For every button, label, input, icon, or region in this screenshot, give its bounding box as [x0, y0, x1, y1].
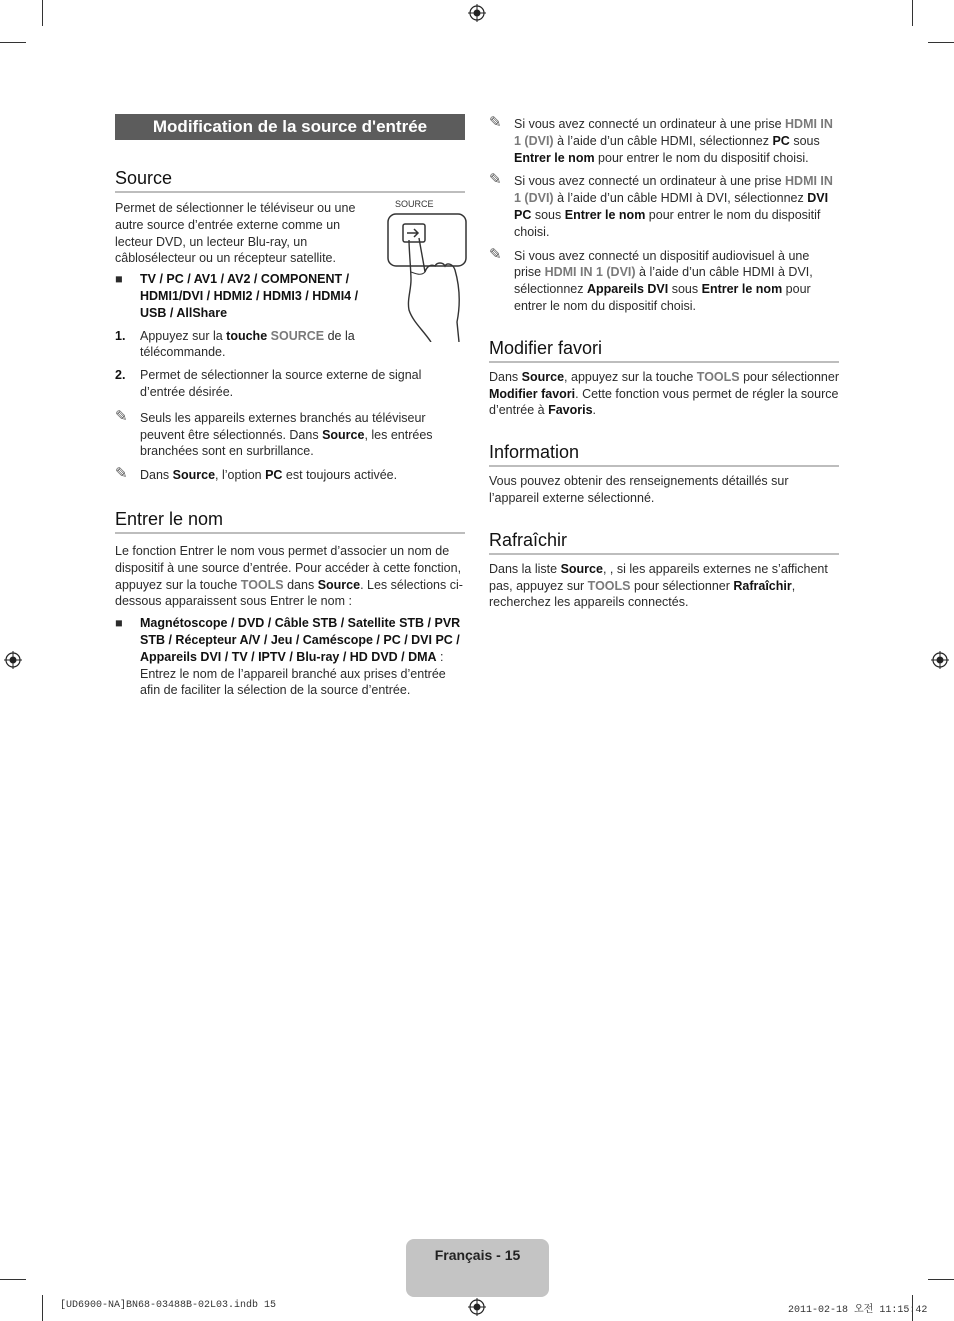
entrer-intro — [115, 543, 465, 610]
step-1 — [115, 328, 380, 362]
rafraichir-text-part: pour sélectionner — [630, 578, 734, 593]
entrer-text: Le fonction Entrer le nom vous permet d’associer un nom de dispositif à une source d’entrée. Pour accéder à cette fonction, appuyez sur la touche — [115, 543, 462, 592]
crosshair-registration-icon — [931, 651, 949, 669]
remote-illustration — [387, 200, 467, 340]
page-number-tab — [406, 1239, 549, 1297]
note-text: pour entrer le nom du dispositif choisi. — [514, 207, 821, 239]
favori-keyword: Modifier favori — [489, 386, 576, 401]
crosshair-registration-icon — [4, 651, 22, 669]
tools-keyword: TOOLS — [240, 577, 284, 592]
note-text: Seuls les appareils externes branchés au téléviseur peuvent être sélectionnés. Dans — [140, 410, 426, 442]
note-keyword: Entrer le nom — [564, 207, 646, 222]
note-keyword: Source — [322, 427, 365, 442]
rafraichir-text-part: Dans la liste — [489, 561, 561, 576]
section-title-entrer: Entrer le nom — [115, 508, 465, 534]
note-text: sous — [531, 207, 565, 222]
note-keyword: Entrer le nom — [514, 150, 595, 165]
remote-source-label: SOURCE — [395, 199, 434, 209]
rafraichir-keyword: Source — [560, 561, 603, 576]
right-column — [489, 114, 839, 611]
note-right-3 — [489, 245, 839, 315]
note-keyword: Source — [172, 468, 216, 483]
section-title-information: Information — [489, 441, 839, 467]
crop-mark — [42, 1295, 43, 1321]
step-button-name: SOURCE — [270, 328, 325, 343]
rafraichir-text-part: , , si les appareils externes ne s’affichent pas, appuyez sur — [489, 561, 828, 593]
note-text: sous — [668, 282, 702, 297]
crop-mark — [0, 1279, 26, 1280]
port-name: HDMI IN 1 (DVI) — [544, 265, 636, 280]
favori-keyword: Source — [521, 369, 565, 384]
step-text: Appuyez sur la — [140, 328, 227, 343]
source-list: TV / PC / AV1 / AV2 / COMPONENT / HDMI1/DVI / HDMI2 / HDMI3 / HDMI4 / USB / AllShare — [140, 272, 359, 320]
bullet-square: ■ — [115, 272, 123, 287]
port-name: HDMI IN 1 (DVI) — [514, 117, 833, 148]
hand-pressing-source-button-icon — [387, 210, 467, 342]
note-keyword: DVI PC — [514, 191, 829, 222]
note-keyword: PC — [265, 468, 283, 483]
print-date-info: 2011-02-18 오전 11:15:42 — [788, 1305, 928, 1316]
step-2 — [115, 367, 465, 401]
note-keyword: Appareils DVI — [586, 282, 669, 297]
note-keyword: Entrer le nom — [701, 282, 783, 297]
note-text: Si vous avez connecté un dispositif audiovisuel à une prise — [514, 248, 810, 280]
crop-mark — [912, 0, 913, 26]
pencil-note-icon: ✎ — [115, 465, 128, 483]
crop-mark — [0, 42, 26, 43]
entrer-text: dans — [283, 577, 318, 592]
bullet-square: ■ — [115, 616, 123, 631]
note-text: , l’option — [215, 468, 266, 483]
pencil-note-icon: ✎ — [489, 171, 502, 189]
pencil-note-icon: ✎ — [489, 114, 502, 131]
section-title-favori: Modifier favori — [489, 337, 839, 363]
favori-keyword: Favoris — [548, 403, 593, 418]
section-title-source: Source — [115, 167, 465, 193]
note-text: Dans — [140, 468, 173, 483]
tools-keyword: TOOLS — [696, 369, 740, 384]
crop-mark — [928, 42, 954, 43]
favori-text-part: . — [592, 403, 597, 418]
note-text: à l’aide d’un câble HDMI, sélectionnez — [553, 133, 773, 148]
note-text: Si vous avez connecté un ordinateur à une prise — [514, 117, 786, 131]
step-keyword: touche — [226, 328, 268, 343]
crosshair-registration-icon — [468, 1298, 486, 1316]
tools-keyword: TOOLS — [587, 578, 631, 593]
page-number: Français - 15 — [434, 1247, 521, 1263]
step-text: de la télécommande. — [140, 328, 355, 360]
source-bullet — [115, 271, 380, 321]
note-text: Si vous avez connecté un ordinateur à une prise — [514, 174, 786, 189]
favori-text — [489, 369, 839, 419]
note-text: , les entrées branchées sont en surbrillance. — [140, 427, 433, 459]
favori-text-part: pour sélectionner — [739, 369, 839, 384]
note-text: est toujours activée. — [282, 468, 398, 483]
note-text: pour entrer le nom du dispositif choisi. — [514, 282, 811, 313]
note-source-2 — [115, 467, 465, 484]
print-file-info: [UD6900-NA]BN68-03488B-02L03.indb 15 — [60, 1300, 277, 1311]
rafraichir-keyword: Rafraîchir — [733, 578, 792, 593]
device-list: Magnétoscope / DVD / Câble STB / Satellite STB / PVR STB / Récepteur A/V / Jeu / Caméscope / PC / DVI PC / Appareils DVI / TV / IPTV / Blu-ray / HD DVD / DMA — [140, 616, 461, 664]
left-column — [115, 114, 465, 699]
note-text: sous — [789, 133, 820, 148]
crop-mark — [928, 1279, 954, 1280]
device-list-desc: : Entrez le nom de l’appareil branché aux prises d’entrée afin de faciliter la sélection de la source d’entrée. — [140, 649, 446, 698]
note-source-1 — [115, 407, 465, 460]
port-name: HDMI IN 1 (DVI) — [514, 174, 833, 206]
note-keyword: PC — [772, 133, 790, 148]
favori-text-part: . Cette fonction vous permet de régler la source d’entrée à — [489, 386, 839, 418]
information-text: Vous pouvez obtenir des renseignements détaillés sur l’appareil externe sélectionné. — [489, 474, 789, 505]
rafraichir-text — [489, 561, 839, 611]
pencil-note-icon: ✎ — [489, 245, 502, 263]
note-text: à l’aide d’un câble HDMI à DVI, sélectionnez — [553, 191, 808, 206]
rafraichir-text-part: , recherchez les appareils connectés. — [489, 578, 796, 610]
favori-text-part: Dans — [489, 369, 522, 384]
crosshair-registration-icon — [468, 4, 486, 22]
note-text: à l’aide d’un câble HDMI à DVI, sélectionnez — [514, 265, 813, 297]
source-intro-block — [115, 200, 465, 267]
favori-text-part: , appuyez sur la touche — [564, 369, 697, 384]
section-title-rafraichir: Rafraîchir — [489, 529, 839, 555]
note-right-2 — [489, 173, 839, 240]
source-intro: Permet de sélectionner le téléviseur ou une autre source d’entrée externe comme un lecteur DVD, un lecteur Blu-ray, un câblosélecteur ou un récepteur satellite. — [115, 201, 356, 266]
note-right-1 — [489, 116, 839, 166]
note-text: pour entrer le nom du dispositif choisi. — [594, 150, 809, 165]
step-number: 2. — [115, 368, 126, 383]
entrer-bullet — [115, 615, 465, 699]
step-text: Permet de sélectionner la source externe de signal d’entrée désirée. — [140, 368, 422, 399]
pencil-note-icon: ✎ — [115, 407, 128, 425]
entrer-keyword: Source — [317, 577, 361, 592]
entrer-text: . Les sélections ci-dessous apparaissent sous Entrer le nom : — [115, 577, 463, 609]
step-number: 1. — [115, 328, 126, 343]
crop-mark — [42, 0, 43, 26]
section-banner: Modification de la source d'entrée — [115, 114, 465, 140]
